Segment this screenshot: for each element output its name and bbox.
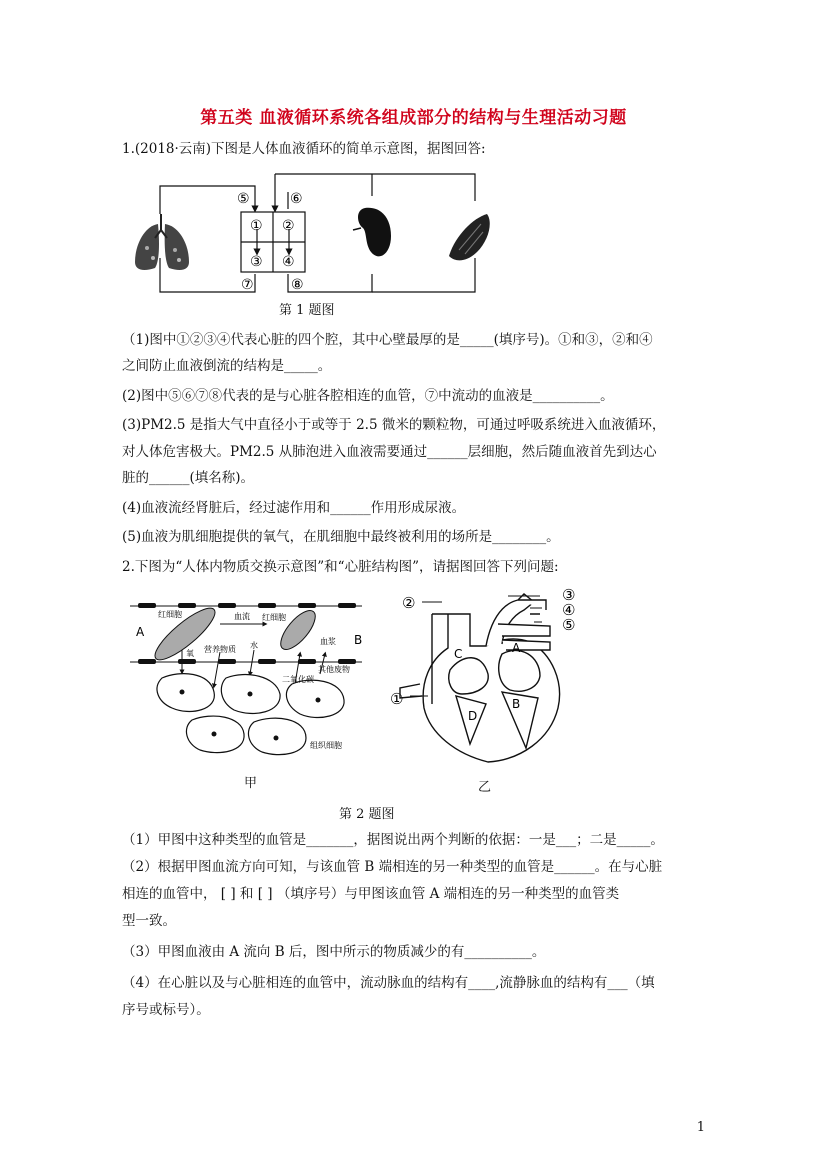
q2-line-1: （1）甲图中这种类型的血管是_______，据图说出两个判断的依据：一是___；二是_____。 bbox=[122, 832, 664, 848]
q1-line-4: (3)PM2.5 是指大气中直径小于或等于 2.5 微米的颗粒物，可通过呼吸系统进入血液循环， bbox=[122, 417, 666, 433]
heart-label-3: ③ bbox=[562, 586, 576, 604]
q2-jia-caption: 甲 bbox=[244, 776, 258, 791]
liver-image bbox=[449, 214, 490, 260]
q1-line-6: 脏的______(填名称)。 bbox=[122, 470, 255, 486]
label-a: A bbox=[136, 625, 145, 639]
q2-line-4: 型一致。 bbox=[122, 913, 176, 929]
label-rbc-1: 红细胞 bbox=[158, 610, 182, 619]
q1-line-1: （1)图中①②③④代表心脏的四个腔，其中心壁最厚的是_____(填序号)。①和③，②和④ bbox=[122, 332, 653, 348]
q1-line-7: (4)血液流经肾脏后，经过滤作用和______作用形成尿液。 bbox=[122, 500, 466, 516]
label-tissue: 组织细胞 bbox=[310, 741, 342, 750]
label-rbc-2: 红细胞 bbox=[262, 613, 286, 622]
label-pulp: 血浆 bbox=[320, 637, 336, 646]
page-title: 第五类 血液循环系统各组成部分的结构与生理活动习题 bbox=[200, 108, 627, 128]
q2-caption: 第 2 题图 bbox=[339, 807, 395, 822]
q2-line-7: 序号或标号）。 bbox=[122, 1002, 210, 1018]
q1-label-5: ⑤ bbox=[237, 191, 250, 207]
label-waste: 其他废物 bbox=[318, 665, 350, 674]
q1-label-3: ③ bbox=[250, 254, 263, 270]
heart-label-4: ④ bbox=[562, 601, 576, 619]
heart-label-5: ⑤ bbox=[562, 616, 576, 634]
q1-label-7: ⑦ bbox=[241, 277, 254, 293]
q2-line-3: 相连的血管中， [ ] 和 [ ] （填序号）与甲图该血管 A 端相连的另一种类型的血管类 bbox=[122, 886, 620, 902]
label-b: B bbox=[354, 633, 363, 647]
kidney-image bbox=[353, 208, 391, 257]
q2-yi-caption: 乙 bbox=[478, 780, 492, 795]
q2-heart-diagram bbox=[390, 584, 590, 770]
q2-line-5: （3）甲图血液由 A 流向 B 后，图中所示的物质减少的有__________。 bbox=[122, 944, 546, 960]
heart-label-b: B bbox=[512, 697, 521, 711]
q1-label-4: ④ bbox=[282, 254, 295, 270]
heart-label-a: A bbox=[512, 641, 521, 655]
q1-line-3: (2)图中⑤⑥⑦⑧代表的是与心脏各腔相连的血管，⑦中流动的血液是__________。 bbox=[122, 388, 614, 404]
q1-line-2: 之间防止血液倒流的结构是_____。 bbox=[122, 358, 332, 374]
q1-label-8: ⑧ bbox=[291, 277, 304, 293]
heart-label-d: D bbox=[468, 709, 478, 723]
heart-label-1: ① bbox=[390, 690, 404, 708]
label-flow: 血流 bbox=[234, 612, 250, 621]
q2-stem: 2.下图为“人体内物质交换示意图”和“心脏结构图”，请据图回答下列问题: bbox=[122, 559, 559, 575]
label-o2: 氧 bbox=[186, 649, 194, 658]
label-co2: 二氧化碳 bbox=[282, 675, 314, 684]
q1-circulation-diagram bbox=[125, 166, 505, 302]
label-nutrients: 营养物质 bbox=[204, 645, 236, 654]
q1-line-5: 对人体危害极大。PM2.5 从肺泡进入血液需要通过______层细胞，然后随血液首先到达心 bbox=[122, 444, 657, 460]
page-number: 1 bbox=[696, 1120, 705, 1135]
heart-label-c: C bbox=[454, 647, 463, 661]
q1-stem: 1.(2018·云南)下图是人体血液循环的简单示意图，据图回答: bbox=[122, 141, 486, 157]
q2-line-2: （2）根据甲图血流方向可知，与该血管 B 端相连的另一种类型的血管是______。在与心脏 bbox=[122, 859, 663, 875]
q1-caption: 第 1 题图 bbox=[279, 303, 335, 318]
q1-line-8: (5)血液为肌细胞提供的氧气，在肌细胞中最终被利用的场所是________。 bbox=[122, 529, 560, 545]
q1-label-6: ⑥ bbox=[290, 191, 303, 207]
label-water: 水 bbox=[250, 641, 258, 650]
q2-exchange-diagram bbox=[130, 592, 370, 760]
q1-label-2: ② bbox=[282, 218, 295, 234]
heart-label-2: ② bbox=[402, 594, 416, 612]
q2-line-6: （4）在心脏以及与心脏相连的血管中，流动脉血的结构有____,流静脉血的结构有___（填 bbox=[122, 975, 655, 991]
lungs-image bbox=[135, 214, 189, 270]
q1-label-1: ① bbox=[250, 218, 263, 234]
